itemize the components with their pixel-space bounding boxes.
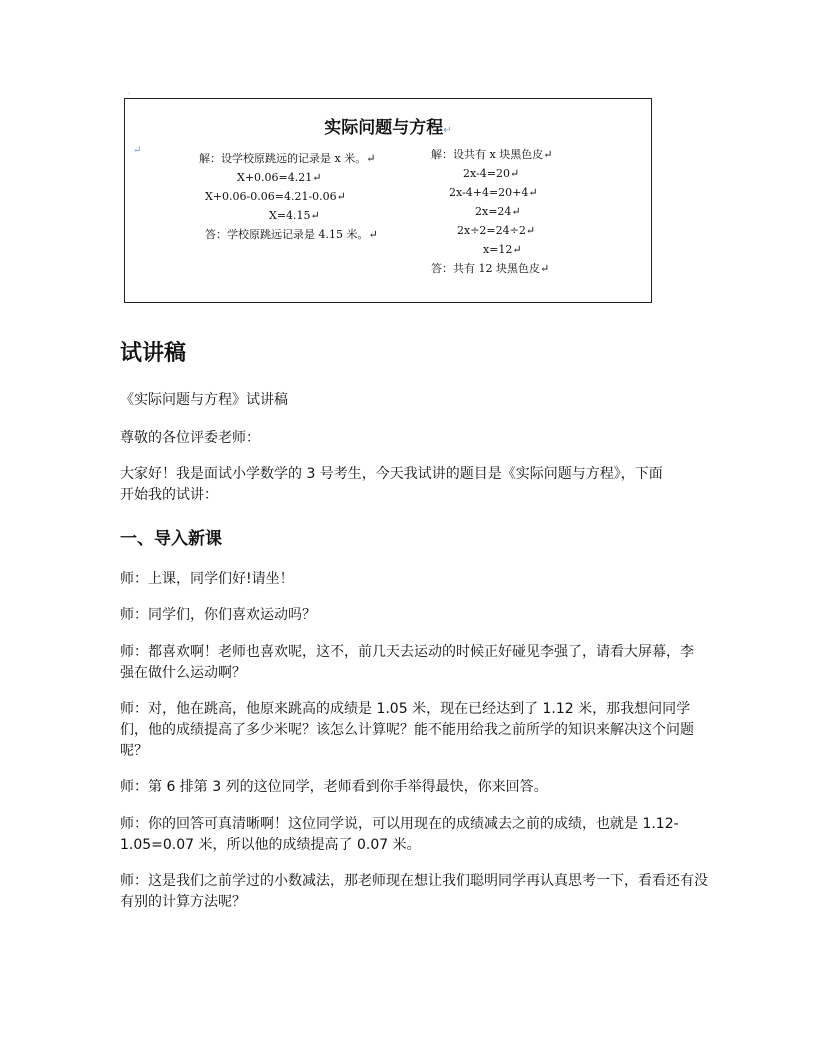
left-line-4: X=4.15↵ (269, 209, 320, 222)
right-line-4: 2x=24↵ (475, 205, 521, 218)
tiny-edit-mark: ' (128, 92, 130, 100)
paragraph-2: 师：同学们，你们喜欢运动吗？ (120, 607, 316, 623)
greeting-line: 尊敬的各位评委老师： (120, 430, 260, 446)
right-line-7: 答：共有 12 块黑色皮↵ (431, 262, 550, 275)
lecture-title-line: 《实际问题与方程》试讲稿 (120, 392, 288, 408)
left-line-3: X+0.06-0.06=4.21-0.06↵ (205, 190, 346, 203)
blackboard-design-box (124, 98, 652, 303)
board-title-text: 实际问题与方程 (324, 118, 444, 138)
right-line-1: 解：设共有 x 块黑色皮↵ (431, 148, 553, 161)
paragraph-4: 师：对，他在跳高，他原来跳高的成绩是 1.05 米，现在已经达到了 1.12 米，那我想问同学们，他的成绩提高了多少米呢？该怎么计算呢？能不能用给我之前所学的知识来解决这个问题呢？ (120, 701, 694, 759)
right-line-5: 2x÷2=24÷2↵ (457, 224, 536, 237)
solution-right (425, 145, 625, 278)
section-heading-intro: 一、导入新课 (120, 529, 222, 549)
board-title (125, 113, 651, 138)
intro-paragraph: 大家好！我是面试小学数学的 3 号考生，今天我试讲的题目是《实际问题与方程》，下面开始我的试讲： (120, 466, 663, 503)
paragraph-1: 师：上课，同学们好!请坐！ (120, 571, 294, 587)
right-line-2: 2x-4=20↵ (463, 167, 520, 180)
left-line-5: 答：学校原跳远记录是 4.15 米。↵ (205, 228, 378, 241)
right-line-3: 2x-4+4=20+4↵ (449, 186, 538, 199)
paragraph-mark: ↵ (133, 145, 142, 156)
paragraph-5: 师：第 6 排第 3 列的这位同学，老师看到你手举得最快，你来回答。 (120, 779, 548, 795)
left-line-1: 解：设学校原跳远的记录是 x 米。↵ (199, 152, 376, 165)
page-title: 试讲稿 (120, 341, 187, 366)
paragraph-3: 师：都喜欢啊！老师也喜欢呢，这不，前几天去运动的时候正好碰见李强了，请看大屏幕，李强在做什么运动啊？ (120, 644, 694, 681)
board-title-mark: ↵ (443, 125, 452, 136)
right-line-6: x=12↵ (483, 243, 522, 256)
left-line-2: X+0.06=4.21↵ (237, 171, 322, 184)
paragraph-7: 师：这是我们之前学过的小数减法，那老师现在想让我们聪明同学再认真思考一下，看看还有没有别的计算方法呢？ (120, 873, 708, 910)
solution-left (185, 149, 415, 244)
paragraph-6: 师：你的回答可真清晰啊！这位同学说，可以用现在的成绩减去之前的成绩，也就是 1.12-1.05=0.07 米，所以他的成绩提高了 0.07 米。 (120, 816, 679, 853)
